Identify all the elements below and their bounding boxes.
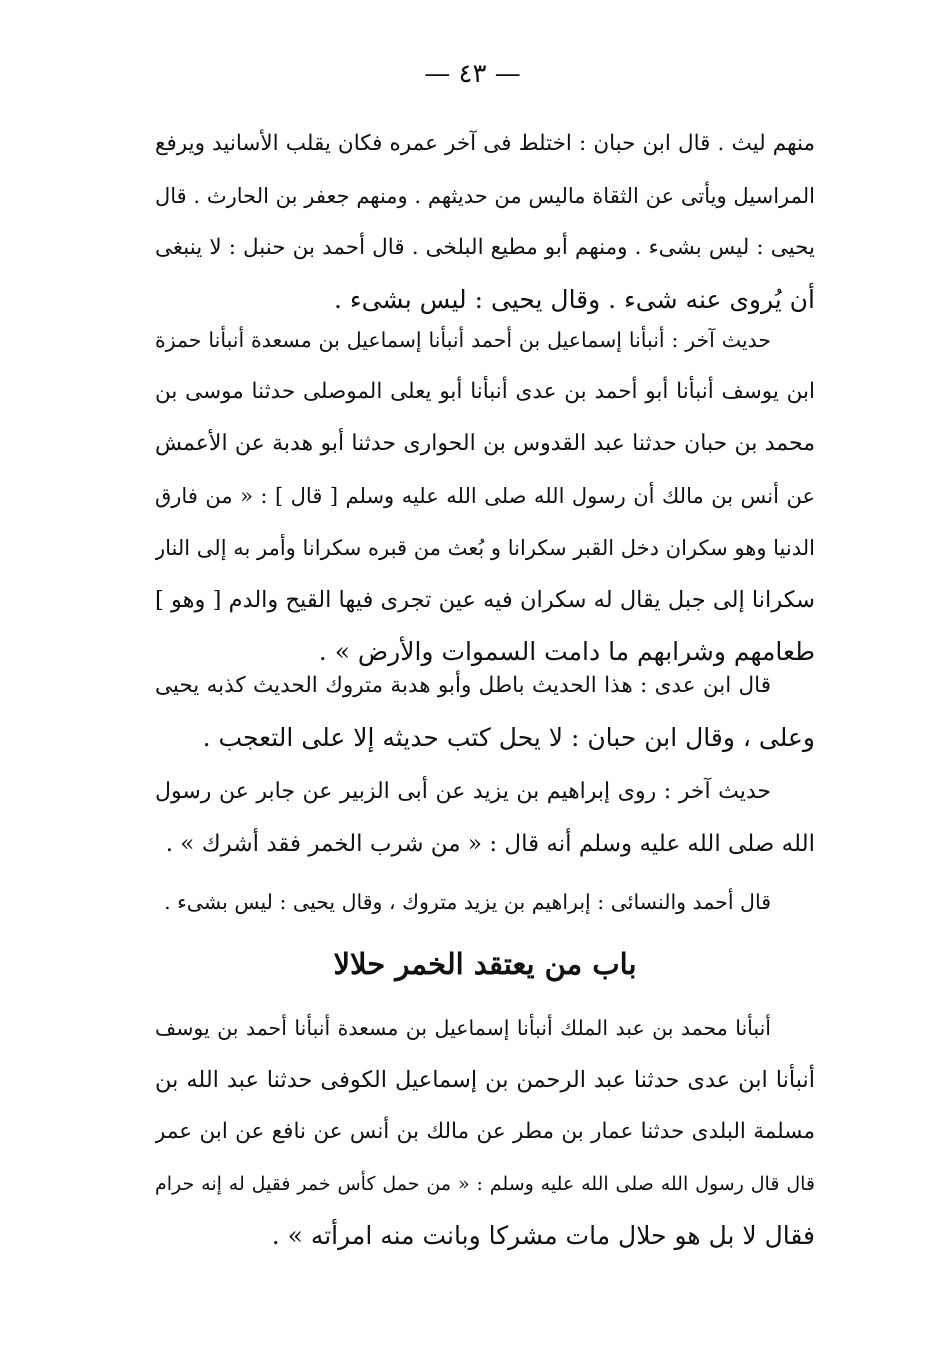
text-line: قال قال رسول الله صلى الله عليه وسلم : « من حمل كأس خمر فقيل له إنه حرام bbox=[155, 1173, 815, 1195]
text-line: فقال لا بل هو حلال مات مشركا وبانت منه امرأته » . bbox=[271, 1221, 815, 1250]
text-line: منهم ليث . قال ابن حبان : اختلط فى آخر عمره فكان يقلب الأسانيد ويرفع bbox=[155, 131, 815, 156]
text-line: سكرانا إلى جبل يقال له سكران فيه عين تجرى فيها القيح والدم [ وهو ] bbox=[155, 587, 815, 613]
paragraph-ibn-adi-verdict bbox=[155, 660, 815, 764]
text-line: أن يُروى عنه شىء . وقال يحيى : ليس بشىء . bbox=[333, 285, 815, 314]
text-line: حديث آخر : أنبأنا إسماعيل بن أحمد أنبأنا إسماعيل بن مسعدة أنبأنا حمزة bbox=[155, 328, 771, 352]
text-line: الله صلى الله عليه وسلم أنه قال : « من شرب الخمر فقد أشرك » . bbox=[165, 831, 815, 857]
text-line: حديث آخر : روى إبراهيم بن يزيد عن أبى الزبير عن جابر عن رسول bbox=[155, 779, 771, 804]
text-line: يحيى : ليس بشىء . ومنهم أبو مطيع البلخى . قال أحمد بن حنبل : لا ينبغى bbox=[155, 235, 815, 260]
text-line: أنبأنا ابن عدى حدثنا عبد الرحمن بن إسماعيل الكوفى حدثنا عبد الله بن bbox=[155, 1067, 815, 1093]
paragraph-hadith-sakran bbox=[155, 314, 815, 678]
paragraph-ahmad-nasai bbox=[155, 876, 815, 928]
page-number: — ٤٣ — bbox=[424, 59, 521, 89]
text-line: وعلى ، وقال ابن حبان : لا يحل كتب حديثه إلا على التعجب . bbox=[202, 723, 815, 752]
text-line: قال أحمد والنسائى : إبراهيم بن يزيد متروك ، وقال يحيى : ليس بشىء . bbox=[164, 890, 771, 914]
paragraph-chapter-body bbox=[155, 1002, 815, 1262]
text-line: قال ابن عدى : هذا الحديث باطل وأبو هدبة متروك الحديث كذبه يحيى bbox=[155, 673, 771, 698]
text-line: طعامهم وشرابهم ما دامت السموات والأرض » . bbox=[318, 637, 815, 666]
text-line: الدنيا وهو سكران دخل القبر سكرانا و بُعث من قبره سكرانا وأمر به إلى النار bbox=[155, 536, 815, 560]
text-line: المراسيل ويأتى عن الثقاة ماليس من حديثهم . ومنهم جعفر بن الحارث . قال bbox=[155, 184, 815, 208]
paragraph-hadith-khamr-shirk bbox=[155, 766, 815, 870]
text-line: ابن يوسف أنبأنا أبو أحمد بن عدى أنبأنا أبو يعلى الموصلى حدثنا موسى بن bbox=[155, 379, 815, 404]
text-line: عن أنس بن مالك أن رسول الله صلى الله عليه وسلم [ قال ] : « من فارق bbox=[155, 484, 815, 508]
paragraph-narrator-criticism bbox=[155, 118, 815, 326]
chapter-heading: باب من يعتقد الخمر حلالا bbox=[333, 947, 637, 981]
text-line: محمد بن حبان حدثنا عبد القدوس بن الحوارى حدثنا أبو هدبة عن الأعمش bbox=[155, 431, 815, 456]
text-line: مسلمة البلدى حدثنا عمار بن مطر عن مالك بن أنس عن نافع عن ابن عمر bbox=[155, 1119, 815, 1144]
text-line: أنبأنا محمد بن عبد الملك أنبأنا إسماعيل بن مسعدة أنبأنا أحمد بن يوسف bbox=[155, 1016, 771, 1040]
